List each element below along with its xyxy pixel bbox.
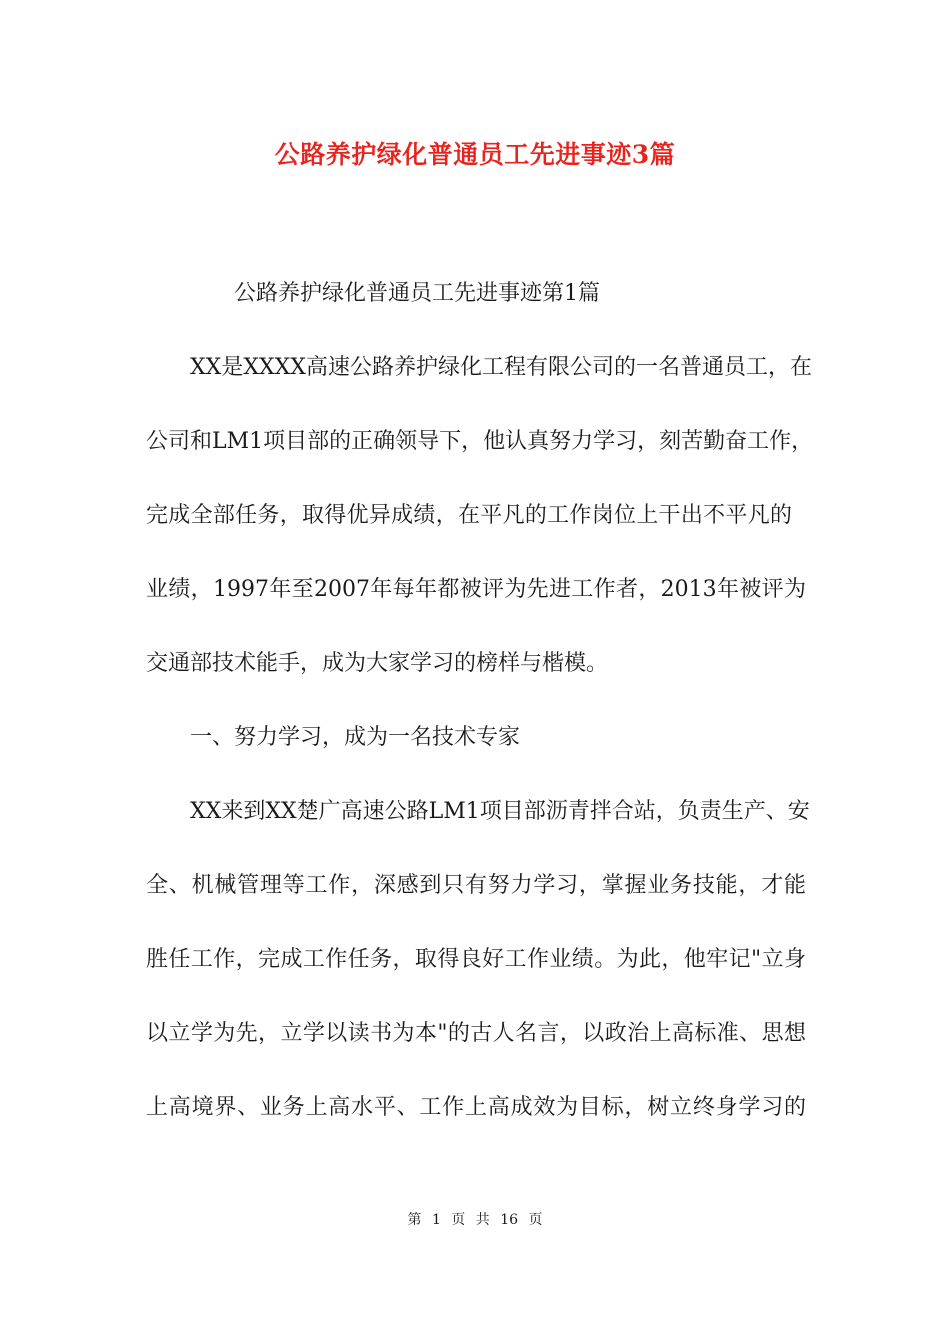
paragraph-line: 业绩，1997年至2007年每年都被评为先进工作者，2013年被评为 [146,577,806,602]
paragraph-line: 交通部技术能手，成为大家学习的榜样与楷模。 [146,651,609,676]
paragraph-line: 胜任工作，完成工作任务，取得良好工作业绩。为此，他牢记"立身 [146,947,806,972]
paragraph-line: 以立学为先，立学以读书为本"的古人名言，以政治上高标准、思想 [146,1021,806,1046]
paragraph-line: 完成全部任务，取得优异成绩，在平凡的工作岗位上干出不平凡的 [146,503,792,528]
section-heading: 公路养护绿化普通员工先进事迹第1篇 [234,281,600,306]
page-number-footer: 第 1 页 共 16 页 [407,1212,543,1228]
subheading: 一、努力学习，成为一名技术专家 [190,725,521,750]
paragraph-line: 全、机械管理等工作，深感到只有努力学习，掌握业务技能，才能 [146,873,806,898]
document-title: 公路养护绿化普通员工先进事迹3篇 [274,140,676,169]
paragraph-line: XX来到XX楚广高速公路LM1项目部沥青拌合站，负责生产、安 [190,799,810,824]
paragraph-line: 公司和LM1项目部的正确领导下，他认真努力学习，刻苦勤奋工作， [146,429,814,454]
paragraph-line: 上高境界、业务上高水平、工作上高成效为目标，树立终身学习的 [146,1095,806,1120]
paragraph-line: XX是XXXX高速公路养护绿化工程有限公司的一名普通员工，在 [190,355,812,380]
